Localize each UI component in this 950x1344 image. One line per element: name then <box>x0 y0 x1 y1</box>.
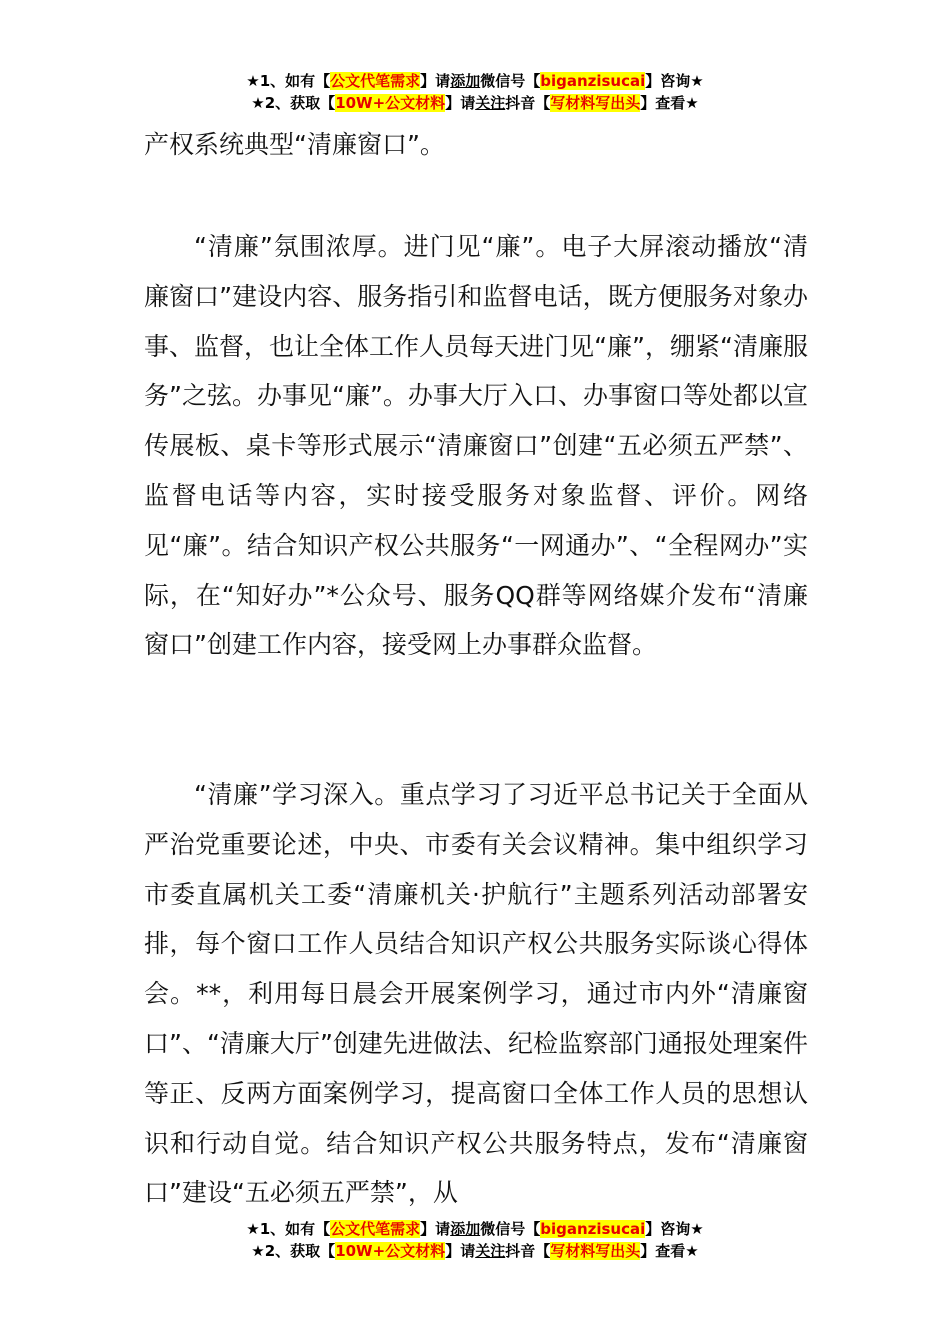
highlight-wechat-id: biganzisucai <box>540 1220 646 1238</box>
body-text-section-study <box>144 770 808 1218</box>
highlight-materials: 10W+公文材料 <box>335 1242 446 1260</box>
header-promo-banner <box>0 70 950 114</box>
highlight-service: 公文代笔需求 <box>330 1220 421 1238</box>
promo-line-2: ★2、获取【10W+公文材料】请关注抖音【写材料写出头】查看★ <box>251 1242 699 1260</box>
promo-line-2: ★2、获取【10W+公文材料】请关注抖音【写材料写出头】查看★ <box>251 94 699 112</box>
highlight-douyin-id: 写材料写出头 <box>550 94 641 112</box>
paragraph-continuation: 产权系统典型“清廉窗口”。 <box>144 130 445 159</box>
highlight-service: 公文代笔需求 <box>330 72 421 90</box>
promo-line-1: ★1、如有【公文代笔需求】请添加微信号【biganzisucai】咨询★ <box>246 72 704 90</box>
paragraph-study: “清廉”学习深入。重点学习了习近平总书记关于全面从严治党重要论述，中央、市委有关会议精神。集中组织学习市委直属机关工委“清廉机关·护航行”主题系列活动部署安排，每个窗口工作人员结合知识产权公共服务实际谈心得体会。**，利用每日晨会开展案例学习，通过市内外“清廉窗口”、“清廉大厅”创建先进做法、纪检监察部门通报处理案件等正、反两方面案例学习，提高窗口全体工作人员的思想认识和行动自觉。结合知识产权公共服务特点，发布“清廉窗口”建设“五必须五严禁”，从 <box>144 780 808 1208</box>
highlight-materials: 10W+公文材料 <box>335 94 446 112</box>
paragraph-atmosphere: “清廉”氛围浓厚。进门见“廉”。电子大屏滚动播放“清廉窗口”建设内容、服务指引和监督电话，既方便服务对象办事、监督，也让全体工作人员每天进门见“廉”，绷紧“清廉服务”之弦。办事见“廉”。办事大厅入口、办事窗口等处都以宣传展板、桌卡等形式展示“清廉窗口”创建“五必须五严禁”、监督电话等内容，实时接受服务对象监督、评价。网络见“廉”。结合知识产权公共服务“一网通办”、“全程网办”实际，在“知好办”*公众号、服务QQ群等网络媒介发布“清廉窗口”创建工作内容，接受网上办事群众监督。 <box>144 232 808 660</box>
footer-promo-banner <box>0 1218 950 1262</box>
body-text-continuation <box>144 120 808 170</box>
highlight-douyin-id: 写材料写出头 <box>550 1242 641 1260</box>
highlight-wechat-id: biganzisucai <box>540 72 646 90</box>
promo-line-1: ★1、如有【公文代笔需求】请添加微信号【biganzisucai】咨询★ <box>246 1220 704 1238</box>
body-text-section-atmosphere <box>144 222 808 670</box>
